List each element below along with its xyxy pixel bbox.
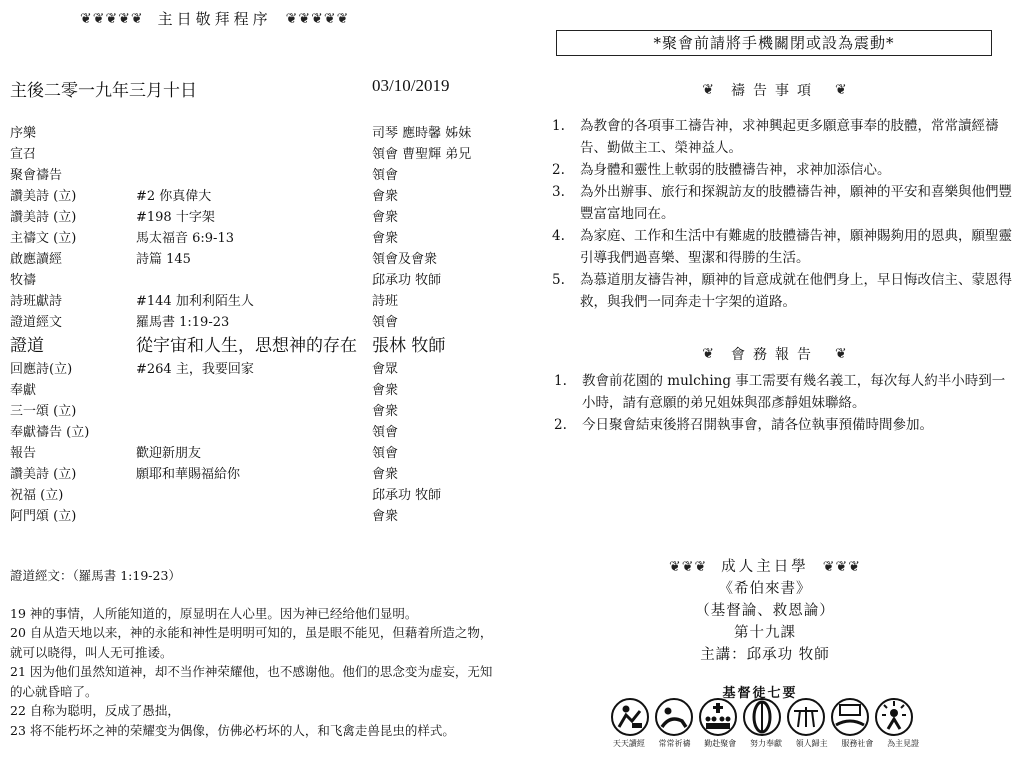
program-detail: 詩篇 145: [136, 252, 191, 267]
program-person: 邱承功 牧師: [372, 273, 442, 288]
program-detail: #264 主，我要回家: [136, 362, 254, 377]
program-row: [10, 464, 480, 485]
report-item: [552, 370, 1007, 414]
prayer-item-number: 3.: [552, 184, 565, 200]
report-item-number: 2.: [554, 417, 567, 433]
service-date-numeric: 03/10/2019: [372, 76, 450, 95]
bible-reading-icon: [612, 699, 648, 735]
essential-label: 勤赴聚會: [704, 739, 737, 748]
ornament-right-icon: ❦❦❦: [822, 559, 861, 575]
program-person: 會眾: [372, 362, 399, 377]
program-person: 會衆: [372, 404, 399, 419]
program-row: [10, 333, 480, 359]
program-person: 邱承功 牧師: [372, 488, 442, 503]
program-item: 聚會禱告: [10, 168, 63, 183]
sunday-school-lesson: 第十九課: [734, 625, 796, 641]
sunday-school-book: 《希伯來書》: [718, 581, 812, 597]
program-row: [10, 506, 480, 527]
service-date-chinese: 主後二零一九年三月十日: [10, 81, 197, 101]
program-person: 詩班: [372, 294, 399, 309]
program-row: [10, 270, 480, 291]
program-item: 序樂: [10, 126, 37, 141]
program-row: [10, 228, 480, 249]
sunday-school-speaker: 主講：邱承功 牧師: [700, 647, 830, 663]
offering-icon: [744, 699, 780, 735]
program-row: [10, 207, 480, 228]
program-item: 三一頌 (立): [10, 404, 77, 419]
program-row: [10, 485, 480, 506]
program-list: [10, 123, 480, 527]
program-item: 報告: [10, 446, 37, 461]
program-person: 會衆: [372, 467, 399, 482]
report-list: [552, 370, 1007, 436]
prayer-item-text: 為外出辦事、旅行和探親訪友的肢體禱告神，願神的平安和喜樂與他們豐豐富富地同在。: [580, 184, 1012, 222]
program-person: 領會: [372, 425, 399, 440]
program-item: 祝福 (立): [10, 488, 64, 503]
prayer-item: [550, 269, 1015, 313]
ornament-left-icon: ❦❦❦❦❦: [80, 10, 144, 27]
program-person: 會衆: [372, 383, 399, 398]
program-row: [10, 443, 480, 464]
program-person: 司琴 應時馨 姊妹: [372, 126, 472, 141]
program-detail: 馬太福音 6:9-13: [136, 231, 234, 246]
program-item: 讚美詩 (立): [10, 467, 77, 482]
ornament-icon: ❦: [702, 82, 715, 98]
report-title: 會務報告: [731, 347, 819, 363]
sunday-school-title: 成人主日學: [721, 559, 809, 575]
scripture-heading: 證道經文：（羅馬書 1:19-23）: [10, 568, 181, 583]
program-row: [10, 359, 480, 380]
prayer-item-text: 為家庭、工作和生活中有難處的肢體禱告神，願神賜夠用的恩典，願聖靈引導我們過喜樂、聖潔和得勝的生活。: [580, 228, 1012, 266]
program-item: 讚美詩 (立): [10, 210, 77, 225]
program-row: [10, 422, 480, 443]
program-person: 會衆: [372, 210, 399, 225]
prayer-section-title: [560, 80, 990, 100]
sunday-school-subtitle: （基督論、救恩論）: [695, 603, 835, 619]
church-gathering-icon: [700, 699, 736, 735]
program-row: [10, 144, 480, 165]
report-item-text: 教會前花園的 mulching 事工需要有幾名義工，每次每人約半小時到一小時，請有意願的弟兄姐妹與邵彥靜姐妹聯絡。: [582, 373, 1006, 411]
report-section-title: [560, 344, 990, 364]
program-item: 牧禱: [10, 273, 37, 288]
program-item: 回應詩(立): [10, 362, 73, 377]
scripture-verse: 23 将不能朽坏之神的荣耀变为偶像，仿佛必朽坏的人，和飞禽走兽昆虫的样式。: [10, 722, 455, 738]
ornament-icon: ❦: [702, 346, 715, 362]
report-item: [552, 414, 1007, 436]
program-row: [10, 291, 480, 312]
scripture-verse: 20 自从造天地以来，神的永能和神性是明明可知的，虽是眼不能见，但藉着所造之物，就可以晓得，叫人无可推诿。: [10, 625, 493, 660]
witness-icon: [876, 699, 912, 735]
ornament-icon: ❦: [835, 346, 848, 362]
prayer-item: [550, 181, 1015, 225]
program-row: [10, 186, 480, 207]
program-person: 會衆: [372, 231, 399, 246]
scripture-verse: 21 因为他们虽然知道神，却不当作神荣耀他，也不感谢他。他们的思念变为虚妄，无知的心就昏暗了。: [10, 664, 493, 699]
program-person: 會衆: [372, 509, 399, 524]
prayer-item: [550, 115, 1015, 159]
program-item: 讚美詩 (立): [10, 189, 77, 204]
community-service-icon: [832, 699, 868, 735]
program-item: 證道: [10, 336, 44, 356]
sunday-school-title-row: [600, 556, 930, 578]
program-detail: #2 你真偉大: [136, 189, 212, 204]
essential-label: 領人歸主: [795, 739, 828, 748]
program-row: [10, 249, 480, 270]
program-detail: 從宇宙和人生，思想神的存在: [136, 336, 357, 356]
prayer-item-text: 為教會的各項事工禱告神，求神興起更多願意事奉的肢體，常常讀經禱告、勤做主工、榮神益人。: [580, 118, 999, 156]
program-person: 領會及會衆: [372, 252, 438, 267]
prayer-list: [550, 115, 1015, 313]
report-item-text: 今日聚會結束後將召開執事會，請各位執事預備時間參加。: [582, 417, 933, 433]
program-item: 主禱文 (立): [10, 231, 77, 246]
program-title-row: [80, 8, 440, 29]
essential-label: 為主見證: [887, 739, 920, 748]
prayer-title: 禱告事項: [731, 83, 819, 99]
report-item-number: 1.: [554, 373, 567, 389]
program-person: 領會: [372, 168, 399, 183]
program-item: 阿門頌 (立): [10, 509, 77, 524]
prayer-item-text: 為身體和靈性上軟弱的肢體禱告神，求神加添信心。: [580, 162, 891, 178]
program-item: 啟應讀經: [10, 252, 63, 267]
scripture-verse: 19 神的事情，人所能知道的，原显明在人心里。因为神已经给他们显明。: [10, 605, 418, 621]
seven-essentials-icons: [610, 697, 922, 737]
scripture-verse: 22 自称为聪明，反成了愚拙，: [10, 703, 180, 718]
seven-essentials-labels: [606, 738, 926, 749]
prayer-item: [550, 159, 1015, 181]
program-person: 會衆: [372, 189, 399, 204]
program-row: [10, 165, 480, 186]
prayer-item-number: 2.: [552, 162, 565, 178]
ornament-left-icon: ❦❦❦: [669, 559, 708, 575]
program-title: 主日敬拜程序: [157, 10, 272, 28]
prayer-item-text: 為慕道朋友禱告神，願神的旨意成就在他們身上，早日悔改信主、蒙恩得救，與我們一同奔走十字架的道路。: [580, 272, 1012, 310]
seven-essentials-title: 基督徒七要: [722, 686, 798, 701]
program-row: [10, 123, 480, 144]
evangelism-icon: [788, 699, 824, 735]
ornament-right-icon: ❦❦❦❦❦: [285, 10, 350, 27]
prayer-item-number: 5.: [552, 272, 565, 288]
program-item: 奉獻: [10, 383, 37, 398]
essential-label: 努力奉獻: [749, 739, 782, 748]
program-person: 張林 牧師: [372, 336, 446, 356]
program-item: 宣召: [10, 147, 37, 162]
program-person: 領會 曹聖輝 弟兄: [372, 147, 472, 162]
prayer-icon: [656, 699, 692, 735]
program-detail: 願耶和華賜福給你: [136, 467, 241, 482]
program-row: [10, 401, 480, 422]
program-detail: #144 加利利陌生人: [136, 294, 254, 309]
program-person: 領會: [372, 446, 399, 461]
program-detail: 羅馬書 1:19-23: [136, 315, 230, 330]
program-item: 詩班獻詩: [10, 294, 63, 309]
essential-label: 常常祈禱: [658, 739, 691, 748]
program-person: 領會: [372, 315, 399, 330]
scripture-passage: [10, 566, 495, 740]
ornament-icon: ❦: [835, 82, 848, 98]
program-item: 奉獻禱告 (立): [10, 425, 90, 440]
prayer-item-number: 4.: [552, 228, 565, 244]
program-detail: 歡迎新朋友: [136, 446, 202, 461]
phone-notice-box: *聚會前請將手機關閉或設為震動*: [556, 30, 992, 56]
prayer-item-number: 1.: [552, 118, 565, 134]
program-detail: #198 十字架: [136, 210, 215, 225]
program-row: [10, 380, 480, 401]
program-item: 證道經文: [10, 315, 63, 330]
essential-label: 天天讀經: [612, 739, 645, 748]
essential-label: 服務社會: [841, 739, 874, 748]
sunday-school-block: [600, 556, 930, 666]
prayer-item: [550, 225, 1015, 269]
program-row: [10, 312, 480, 333]
